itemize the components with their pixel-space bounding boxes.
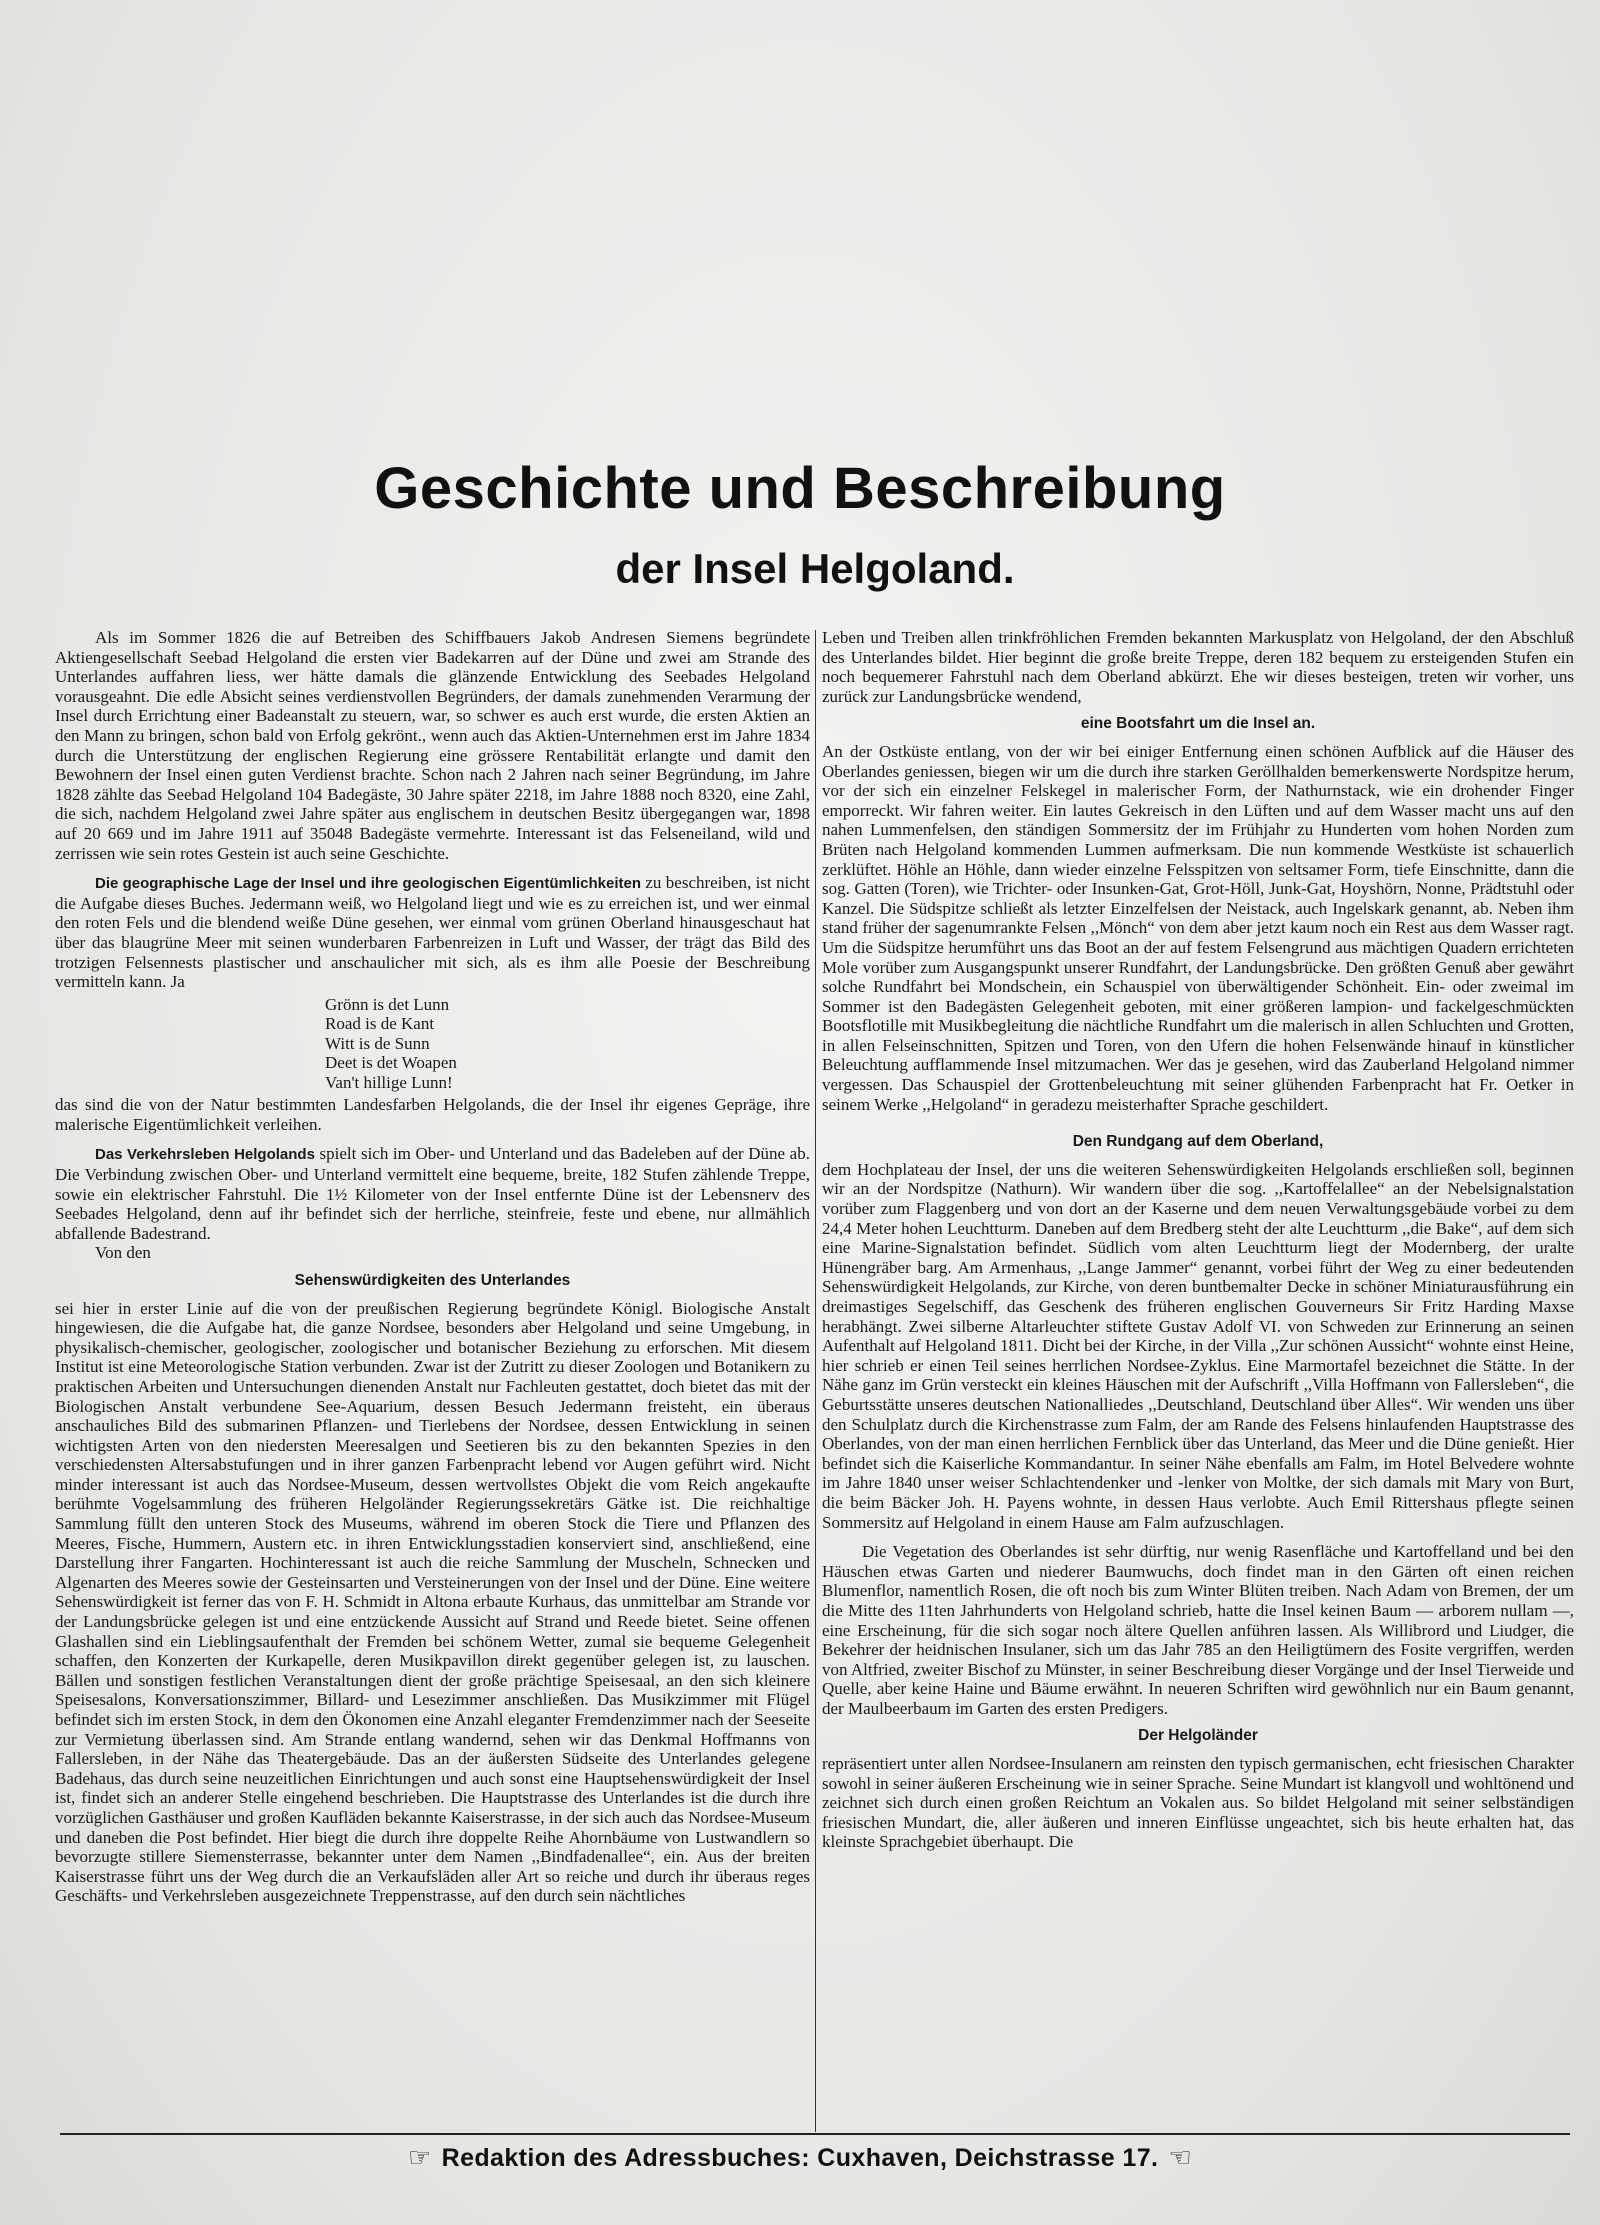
poem-line: Witt is de Sunn	[325, 1033, 430, 1053]
paragraph-lead: Von den	[95, 1243, 151, 1263]
right-column	[822, 628, 1574, 1852]
paragraph-geography-text: zu beschreiben, ist nicht die Aufgabe dieses Buches. Jedermann weiß, wo Helgoland liegt und wie es zu erreichen ist, und wer einmal den roten Fels und die blendend weiße Düne gesehen, wer einmal vom grünen Oberland hinausgeschaut hat über das blaugrüne Meer mit seinen wunderbaren Farbenreizen in Luft und Wasser, der trägt das Bild des trotzigen Felsennests plastischer und anschaulicher mit sich, als es ihm alle Poesie der Beschreibung vermitteln kann. Ja	[55, 873, 811, 992]
section-heading-helgolaender: Der Helgoländer	[1138, 1727, 1258, 1745]
pointing-hand-right-icon: ☞	[407, 2142, 432, 2172]
footer-text: Redaktion des Adressbuches: Cuxhaven, Deichstrasse 17.	[441, 2144, 1159, 2172]
poem-line: Deet is det Woapen	[325, 1053, 457, 1073]
paragraph-traffic	[55, 1144, 810, 1243]
inline-heading-traffic: Das Verkehrsleben Helgolands	[95, 1146, 315, 1164]
paragraph-geography	[55, 873, 810, 992]
page-subtitle: der Insel Helgoland.	[615, 545, 1015, 592]
paragraph-traffic-text: spielt sich im Ober- und Unterland und das Badeleben auf der Düne ab. Die Verbindung zwischen Ober- und Unterland vermittelt eine bequeme, breite, 182 Stufen zählende Treppe, sowie ein elektrischer Fahrstuhl. Die 1½ Kilometer von der Insel entfernte Düne ist der Lebensnerv des Seebades Helgoland, denn auf ihr befindet sich der herrliche, steinfreie, feste und ebene, nur allmählich abfallende Badestrand.	[55, 1144, 810, 1243]
paragraph-helgolaender: repräsentiert unter allen Nordsee-Insulanern am reinsten den typisch germanischen, echt friesischen Charakter sowohl in seiner äußeren Erscheinung wie in seiner Sprache. Seine Mundart ist klangvoll und wohltönend und zeichnet sich durch einen großen Reichtum an Vokalen aus. So bildet Helgoland mit seiner selbständigen friesischen Mundart, die, aller äußeren und inneren Einflüsse ungeachtet, sich bis heute erhalten hat, das kleinste Sprachgebiet überhaupt. Die	[822, 1754, 1574, 1852]
section-heading-bootsfahrt: eine Bootsfahrt um die Insel an.	[1080, 715, 1316, 733]
section-heading-oberland: Den Rundgang auf dem Oberland,	[1072, 1133, 1324, 1151]
paragraph-oberland: dem Hochplateau der Insel, der uns die weiteren Sehenswürdigkeiten Helgolands erschließen soll, beginnen wir an der Nordspitze (Nathurn). Wir wandern über die sog. ,,Kartoffelallee“ an der Nebelsignalstation vorüber zum Flaggenberg und von dort an der Kaserne und dem neuen Verwaltungsgebäude vorbei zu dem 24,4 Meter hohen Leuchtturm. Daneben auf dem Bredberg steht der alte Leuchtturm ,,die Bake“, auf dem sich eine Marine-Signalstation befindet. Südlich vom alten Leuchtturm liegt der Modernberg, der uralte Hünengräber barg. Am Armenhaus, ,,Lange Jammer“ genannt, vorbei führt der Weg zu einer bedeutenden Sehenswürdigkeit Helgolands, zur Kirche, von deren buntbemalter Decke in schöner Miniaturausführung ein dreimastiges Segelschiff, das Geschenk des früheren englischen Gouverneurs Sir Fritz Harding Maxse herabhängt. Zwei silberne Altarleuchter stiftete Gustav Adolf VI. von Schweden zur Erinnerung an seinen Aufenthalt auf Helgoland 1811. Dicht bei der Kirche, in der Villa ,,Zur schönen Aussicht“ wohnte einst Heine, hier schrieb er einen Teil seines herrlichen Nordsee-Zyklus. Eine Marmortafel bezeichnet die Stätte. In der Nähe ganz im Grün versteckt ein kleines Häuschen mit der Aufschrift ,,Villa Hoffmann von Fallersleben“, die Geburtsstätte unseres deutschen Nationalliedes ,,Deutschland, Deutschland über Alles“. Wir wenden uns über den Schulplatz durch die Kirchenstrasse zum Falm, der am Rande des Felsens hinlaufenden Hauptstrasse des Oberlandes, von der man einen herrlichen Fernblick über das Unterland, das Meer und die Düne genießt. Hier befindet sich die Kaiserliche Kommandantur. In seiner Nähe ebenfalls am Falm, im Hotel Belvedere wohnte im Jahre 1840 unser weiser Schlachtendenker und -lenker von Moltke, der sich damals mit Mary von Burt, die beim Bäcker Joh. H. Payens wohnte, in dessen Haus verlobte. Auch Emil Rittershaus pflegte seinen Sommersitz auf Helgoland in einem Hause am Falm aufzuschlagen.	[822, 1159, 1574, 1532]
poem-line: Road is de Kant	[325, 1014, 435, 1034]
poem	[325, 995, 810, 1093]
column-divider	[815, 630, 816, 2132]
footer	[0, 2142, 1600, 2173]
paragraph-unterland: sei hier in erster Linie auf die von der preußischen Regierung begründete Königl. Biologische Anstalt hingewiesen, die die Aufgabe hat, die ganze Nordsee, besonders aber Helgoland und seine Umgebung, in physikalisch-chemischer, geologischer, zoologischer und botanischer Beziehung zu erforschen. Mit diesem Institut ist eine Meteorologische Station verbunden. Zwar ist der Zutritt zu dieser Zoologen und Botanikern zu praktischen Arbeiten und Untersuchungen dienenden Anstalt nur Fachleuten gestattet, doch bietet das mit der Biologischen Anstalt verbundene See-Aquarium, dessen Besuch Jedermann freisteht, ein überaus anschauliches Bild des submarinen Pflanzen- und Tierlebens der Nordsee, dessen Entwicklung in seinen wichtigsten Arten von den niedersten Meeresalgen und Seetieren bis zu den bekannten Spezies in den verschiedensten Altersabstufungen und in ihrer ganzen Farbenpracht lebend vor Augen geführt wird. Nicht minder interessant ist auch das Nordsee-Museum, dessen wertvollstes Objekt die vom Reich angekaufte berühmte Vogelsammlung des früheren Helgoländer Regierungssekretärs Gätke ist. Die reichhaltige Sammlung füllt den unteren Stock des Museums, während im oberen Stock die Tiere und Pflanzen des Meeres, Fische, Hummern, Austern etc. in ihren Entwicklungsstadien konserviert sind, anschließend, eine Darstellung ihrer Fangarten. Hochinteressant ist auch die reiche Sammlung der Muscheln, Schnecken und Algenarten des Meeres sowie der Gesteinsarten und Versteinerungen von der Insel und der Düne. Eine weitere Sehenswürdigkeit ist ferner das von F. H. Schmidt in Altona erbaute Kurhaus, das unmittelbar am Strande vor der Landungsbrücke gelegen ist und eine entzückende Aussicht auf Strand und Reede bietet. Seine offenen Glashallen sind ein Lieblingsaufenthalt der Fremden bei schönem Wetter, zumal sie bequeme Gelegenheit schaffen, den Konzerten der Kurkapelle, deren Musikpavillon direkt gegenüber gelegen ist, zu lauschen. Bällen und sonstigen festlichen Veranstaltungen dient der große prächtige Speisesaal, an den sich kleinere Speisesalons, Konversationszimmer, Billard- und Lesezimmer anschließen. Das Musikzimmer mit Flügel befindet sich im ersten Stock, in dem den Ökonomen eine Anzahl eleganter Fremdenzimmer nach der Seeseite zur Vermietung überlassen sind. Am Strande entlang wandernd, sehen wir das Denkmal Hoffmanns von Fallersleben, in der Nähe das Theatergebäude. Das an der äußersten Südseite des Unterlandes gelegene Badehaus, das durch seine neuzeitlichen Einrichtungen und auch sonst eine Hauptsehenswürdigkeit der Insel ist, findet sich an anderer Stelle eingehend beschrieben. Die Hauptstrasse des Unterlandes ist die durch ihre vorzüglichen Gasthäuser und großen Kaufläden bekannte Kaiserstrasse, in der sich auch das Nordsee-Museum und daneben die Post befindet. Hier biegt die durch ihre doppelte Reihe Ahornbäume von Lustwandlern so bevorzugte stillere Siemensterrasse, bekannter unter dem Namen ,,Bindfadenallee“, ein. Aus der breiten Kaiserstrasse führt uns der Weg durch die an Verkaufsläden aller Art so reiche und durch ihr überaus reges Geschäfts- und Verkehrsleben ausgezeichnete Treppenstrasse, auf den durch sein nächtliches	[55, 1298, 810, 1906]
poem-line: Van't hillige Lunn!	[325, 1072, 453, 1092]
paragraph-vegetation: Die Vegetation des Oberlandes ist sehr dürftig, nur wenig Rasenfläche und Kartoffelland und bei den Häuschen etwas Garten und niederer Baumwuchs, doch findet man in den Gärten oft einen reichen Blumenflor, namentlich Rosen, die oft noch bis zum Winter Blüten treiben. Nach Adam von Bremen, der um die Mitte des 11ten Jahrhunderts von Helgoland schrieb, hatte die Insel keinen Baum — arborem nullam —, eine Erscheinung, für die sich sogar noch ältere Quellen anführen lassen. Als Willibrord und Liudger, die Bekehrer der heidnischen Insulaner, sich um das Jahr 785 an den Heiligtümern des Fosite vergriffen, werden von Altfried, zweiter Bischof zu Münster, in seiner Beschreibung dieser Vorgänge und der Insel Tierweide und Quelle, aber keine Haine und Bäume erwähnt. In neueren Schriften wird gewöhnlich nur ein Baum genannt, der Maulbeerbaum im Garten des ersten Predigers.	[822, 1542, 1574, 1718]
footer-rule	[60, 2133, 1570, 2135]
paragraph-bootsfahrt: An der Ostküste entlang, von der wir bei einiger Entfernung einen schönen Aufblick auf die Häuser des Oberlandes geniessen, biegen wir um die durch ihre starken Geröllhalden bemerkenswerte Nordspitze herum, vor der sich ein einzelner Felskegel in malerischer Form, der Nathurnstack, wie ein drohender Finger emporreckt. Wir fahren weiter. Ein lautes Gekreisch in den Lüften und auf dem Wasser macht uns auf den nahen Lummenfelsen, den ständigen Sommersitz der im Frühjahr zu Hunderten vom hohen Norden zum Brüten nach Helgoland kommenden Lummen aufmerksam. Die nun kommende Westküste ist schauerlich zerklüftet. Höhle an Höhle, dann wieder einzelne Felsspitzen von seltsamer Form, tiefe Einschnitte, dann die sog. Gatten (Toren), wie Trichter- oder Insunken-Gat, Grot-Höll, Junk-Gat, Hoyshörn, Nonne, Prädtstuhl oder Kanzel. Die Südspitze schließt als letzter Einzelfelsen der Neistack, auch Ingelskark genannt, ab. Neben ihm stand früher der sagenumrankte Felsen ,,Mönch“ von dem aber jetzt kaum noch ein Rest aus dem Wasser ragt. Um die Südspitze herumführt uns das Boot an der auf festem Felsengrund aus mächtigen Quadern errichteten Mole vorüber zum Ausgangspunkt unserer Rundfahrt, der Landungsbrücke. Den größten Genuß aber gewährt solche Rundfahrt bei Mondschein, ein Schauspiel von überwältigender Schönheit. Ein- oder zweimal im Sommer ist den Badegästen Gelegenheit geboten, mit einer größeren lampion- und fackelgeschmückten Bootsflotille mit Musikbegleitung die nächtliche Rundfahrt um die malerisch in allen Schluchten und Grotten, in allen Felseinschnitten, Spitzen und Toren, von den Ufern die hohen Felsenwände hinauf in künstlicher Beleuchtung aufflammende Insel mitzumachen. Wer das je gesehen, wird das Zauberland Helgoland nimmer vergessen. Das Schauspiel der Grottenbeleuchtung mit seiner glühenden Farbenpracht hat Fr. Oetker in seinem Werke ,,Helgoland“ in geradezu meisterhafter Sprache geschildert.	[822, 741, 1574, 1114]
inline-heading-geography: Die geographische Lage der Insel und ihre geologischen Eigentümlichkeiten	[95, 875, 642, 893]
left-column	[55, 628, 810, 1906]
paragraph-history: Als im Sommer 1826 die auf Betreiben des Schiffbauers Jakob Andresen Siemens begründete Aktiengesellschaft Seebad Helgoland die ersten vier Badekarren auf der Düne und zwei am Strande des Unterlandes auffahren liess, wer hätte damals die glänzende Entwicklung des Seebades Helgoland vorausgeahnt. Die edle Absicht seines verdienstvollen Begründers, der damals zunehmenden Verarmung der Insel durch Errichtung einer Badeanstalt zu steuern, war, so schwer es auch erst wurde, die ersten Aktien an den Mann zu bringen, schon bald von Erfolg gekrönt., wenn auch das Aktien-Unternehmen erst im Jahre 1834 durch die Unterstützung der englischen Regierung eine grössere Rentabilität erlangte und damit den Bewohnern der Insel einen guten Verdienst brachte. Schon nach 2 Jahren nach seiner Begründung, im Jahre 1828 zählte das Seebad Helgoland 104 Badegäste, 30 Jahre später 2218, im Jahre 1888 noch 8320, eine Zahl, die sich, nachdem Helgoland zwei Jahre später aus englischem in deutschen Besitz übergegangen war, 1898 auf 20 669 und im Jahre 1911 auf 35048 Badegäste vermehrte. Interessant ist das Felseneiland, wild und zerrissen wie sein rotes Gestein ist auch seine Geschichte.	[55, 628, 810, 863]
section-heading-unterland: Sehenswürdigkeiten des Unterlandes	[294, 1271, 571, 1289]
poem-line: Grönn is det Lunn	[325, 994, 450, 1014]
page-title: Geschichte und Beschreibung	[374, 456, 1226, 521]
paragraph-colors: das sind die von der Natur bestimmten Landesfarben Helgolands, die der Insel ihr eigenes Gepräge, ihre malerische Eigentümlichkeit verleihen.	[55, 1095, 810, 1134]
pointing-hand-left-icon: ☜	[1168, 2142, 1193, 2172]
paragraph-markusplatz: Leben und Treiben allen trinkfröhlichen Fremden bekannten Markusplatz von Helgoland, der den Abschluß des Unterlandes bildet. Hier beginnt die große breite Treppe, deren 182 bequem zu ersteigenden Stufen ein noch bequemerer Fahrstuhl nach dem Oberland abkürzt. Ehe wir dieses besteigen, treten wir vorher, uns zurück zur Landungsbrücke wendend,	[822, 628, 1574, 706]
